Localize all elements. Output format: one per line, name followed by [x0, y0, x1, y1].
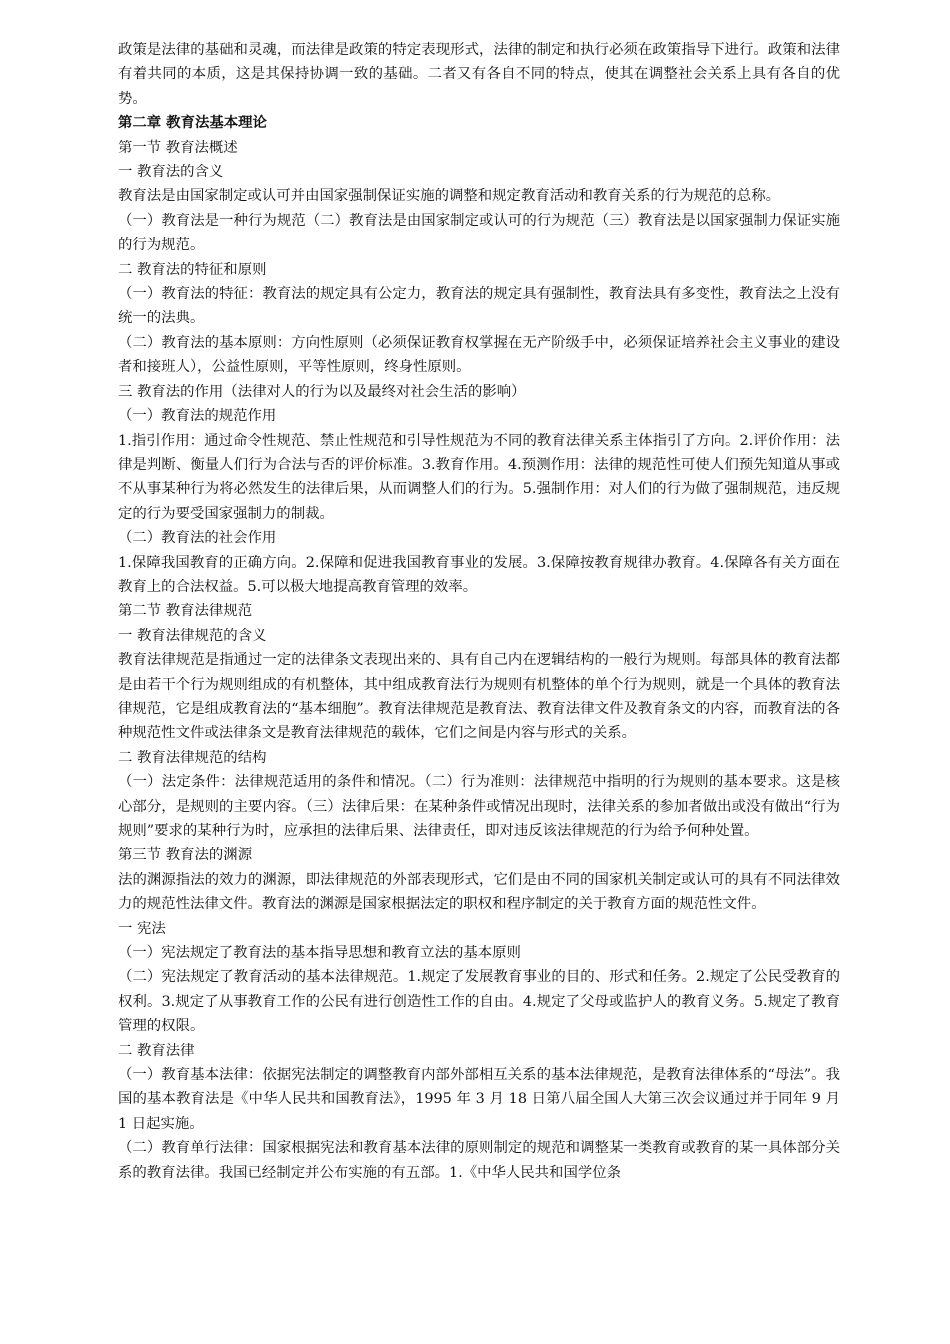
- paragraph: （二）教育法的基本原则：方向性原则（必须保证教育权掌握在无产阶级手中，必须保证培养社会主义事业的建设者和接班人），公益性原则，平等性原则，终身性原则。: [118, 334, 840, 376]
- document-page: [118, 38, 840, 1185]
- chapter-heading: 第二章 教育法基本理论: [118, 115, 267, 132]
- subsection-heading: 一 教育法的含义: [118, 164, 224, 181]
- section-heading: 第三节 教育法的渊源: [118, 847, 253, 864]
- section-heading: 第一节 教育法概述: [118, 139, 238, 156]
- paragraph: 1.指引作用：通过命令性规范、禁止性规范和引导性规范为不同的教育法律关系主体指引了方向。2.评价作用：法律是判断、衡量人们行为合法与否的评价标准。3.教育作用。4.预测作用：法律的规范性可使人们预先知道从事或不从事某种行为将必然发生的法律后果，从而调整人们的行为。5.强制作用：对人们的行为做了强制规范，违反规定的行为要受国家强制力的制裁。: [118, 432, 840, 522]
- paragraph: 教育法是由国家制定或认可并由国家强制保证实施的调整和规定教育活动和教育关系的行为规范的总称。: [118, 188, 780, 205]
- paragraph: （一）教育法是一种行为规范（二）教育法是由国家制定或认可的行为规范（三）教育法是以国家强制力保证实施的行为规范。: [118, 212, 840, 254]
- paragraph: 法的渊源指法的效力的渊源，即法律规范的外部表现形式，它们是由不同的国家机关制定或认可的具有不同法律效力的规范性法律文件。教育法的渊源是国家根据法定的职权和程序制定的关于教育方面的规范性文件。: [118, 871, 840, 913]
- section-heading: 第二节 教育法律规范: [118, 603, 253, 620]
- subsection-heading: 二 教育法律: [118, 1042, 195, 1059]
- paragraph: （一）宪法规定了教育法的基本指导思想和教育立法的基本原则: [118, 945, 521, 962]
- paragraph: （一）法定条件：法律规范适用的条件和情况。（二）行为准则：法律规范中指明的行为规则的基本要求。这是核心部分，是规则的主要内容。（三）法律后果：在某种条件或情况出现时，法律关系的参加者做出或没有做出“行为规则”要求的某种行为时，应承担的法律后果、法律责任，即对违反该法律规范的行为给予何种处置。: [118, 774, 840, 839]
- paragraph: 1.保障我国教育的正确方向。2.保障和促进我国教育事业的发展。3.保障按教育规律办教育。4.保障各有关方面在教育上的合法权益。5.可以极大地提高教育管理的效率。: [118, 554, 840, 595]
- subsection-heading: 一 宪法: [118, 920, 166, 937]
- item-heading: （一）教育法的规范作用: [118, 408, 277, 425]
- paragraph: 教育法律规范是指通过一定的法律条文表现出来的、具有自己内在逻辑结构的一般行为规则。每部具体的教育法都是由若干个行为规则组成的有机整体，其中组成教育法行为规则有机整体的单个行为规则，就是一个具体的教育法律规范，它是组成教育法的“基本细胞”。教育法律规范是教育法、教育法律文件及教育条文的内容，而教育法的各种规范性文件或法律条文是教育法律规范的载体，它们之间是内容与形式的关系。: [118, 652, 840, 742]
- paragraph: （二）宪法规定了教育活动的基本法律规范。1.规定了发展教育事业的目的、形式和任务。2.规定了公民受教育的权利。3.规定了从事教育工作的公民有进行创造性工作的自由。4.规定了父母或监护人的教育义务。5.规定了教育管理的权限。: [118, 969, 840, 1035]
- paragraph: （一）教育法的特征：教育法的规定具有公定力，教育法的规定具有强制性，教育法具有多变性，教育法之上没有统一的法典。: [118, 286, 840, 327]
- paragraph: （二）教育单行法律：国家根据宪法和教育基本法律的原则制定的规范和调整某一类教育或教育的某一具体部分关系的教育法律。我国已经制定并公布实施的有五部。1.《中华人民共和国学位条: [118, 1140, 840, 1181]
- paragraph-policy-law: 政策是法律的基础和灵魂，而法律是政策的特定表现形式，法律的制定和执行必须在政策指导下进行。政策和法律有着共同的本质，这是其保持协调一致的基础。二者又有各自不同的特点，使其在调整社会关系上具有各自的优势。: [118, 42, 840, 107]
- subsection-heading: 二 教育法的特征和原则: [118, 261, 267, 278]
- subsection-heading: 三 教育法的作用（法律对人的行为以及最终对社会生活的影响）: [118, 383, 526, 400]
- subsection-heading: 一 教育法律规范的含义: [118, 627, 267, 644]
- paragraph: （一）教育基本法律：依据宪法制定的调整教育内部外部相互关系的基本法律规范，是教育法律体系的“母法”。我国的基本教育法是《中华人民共和国教育法》，1995 年 3 月 18 日第八届全国人大第三次会议通过并于同年 9 月 1 日起实施。: [118, 1067, 840, 1132]
- item-heading: （二）教育法的社会作用: [118, 530, 277, 547]
- subsection-heading: 二 教育法律规范的结构: [118, 749, 267, 766]
